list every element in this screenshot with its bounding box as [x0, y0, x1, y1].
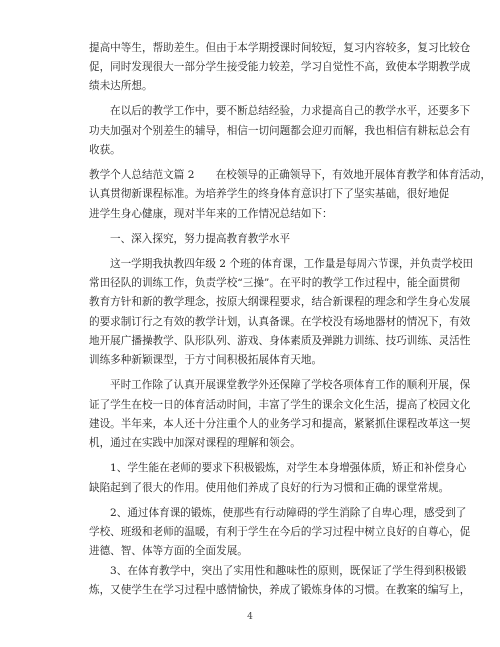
text-line: 提高中等生，帮助差生。但由于本学期授课时间较短，复习内容较多，复习比较仓: [89, 42, 471, 54]
text-line: 缺陷起到了很大的作用。使用他们养成了良好的行为习惯和正确的课堂常规。: [89, 482, 450, 494]
text-line: 进学生身心健康，现对半年来的工作情况总结如下：: [89, 208, 333, 220]
text-line: 建设。半年来，本人还十分注重个人的业务学习和提高，紧紧抓住课程改革这一契: [89, 418, 471, 430]
text-line: 这一学期我执教四年级 2 个班的体育课，工作量是每周六节课，并负责学校田: [110, 258, 474, 270]
text-line: 教育方针和新的教学理念，按原大纲课程要求，结合新课程的理念和学生身心发展: [89, 296, 471, 308]
text-line: 收获。: [89, 144, 121, 156]
text-line: 的要求制订行之有效的教学计划，认真备课。在学校没有场地器材的情况下，有效: [89, 316, 471, 328]
text-line: 功夫加强对个别差生的辅导，相信一切问题都会迎刃而解，我也相信有耕耘总会有: [89, 125, 471, 137]
text-line: 3、在体育教学中，突出了实用性和趣味性的原则，既保证了学生得到积极锻: [110, 565, 467, 577]
text-line: 促，同时发现很大一部分学生接受能力较差，学习自觉性不高，致使本学期教学成: [89, 61, 471, 73]
text-line: 证了学生在校一日的体育活动时间，丰富了学生的课余文化生活，提高了校园文化: [89, 399, 471, 411]
text-line: 绩未达所想。: [89, 80, 153, 92]
subheading: 一、深入探究，努力提高教育教学水平: [110, 233, 291, 245]
page-number: 4: [247, 612, 253, 622]
text-line: 炼，又使学生在学习过程中感情愉快，养成了锻炼身体的习惯。在教案的编写上，: [89, 584, 471, 596]
text-line: 地开展广播操教学、队形队列、游戏、身体素质及弹跳力训练、技巧训练、灵活性: [89, 335, 471, 347]
text-line: 学校、班级和老师的温暖，有利于学生在今后的学习过程中树立良好的自尊心，促: [89, 526, 471, 538]
text-line: 1、学生能在老师的要求下积极锻炼，对学生本身增强体质，矫正和补偿身心: [110, 462, 467, 474]
text-line: 常田径队的训练工作，负责学校“三操”。在平时的教学工作过程中，能全面贯彻: [89, 277, 461, 289]
text-line: 平时工作除了认真开展课堂教学外还保障了学校各项体育工作的顺利开展，保: [110, 379, 471, 391]
text-line: 训练多种新颖课型，于方寸间积极拓展体育天地。: [89, 354, 323, 366]
text-line: 机，通过在实践中加深对课程的理解和领会。: [89, 437, 301, 449]
text-line: 在以后的教学工作中，要不断总结经验，力求提高自己的教学水平，还要多下: [110, 105, 471, 117]
text-line: 2、通过体育课的锻炼，使那些有行动障碍的学生消除了自卑心理，感受到了: [110, 507, 467, 519]
section-heading-line: 教学个人总结范文篇 2 在校领导的正确领导下，有效地开展体育教学和体育活动，: [89, 169, 492, 181]
text-line: 认真贯彻新课程标准。为培养学生的终身体育意识打下了坚实基础，很好地促: [89, 188, 450, 200]
text-line: 进德、智、体等方面的全面发展。: [89, 545, 248, 557]
